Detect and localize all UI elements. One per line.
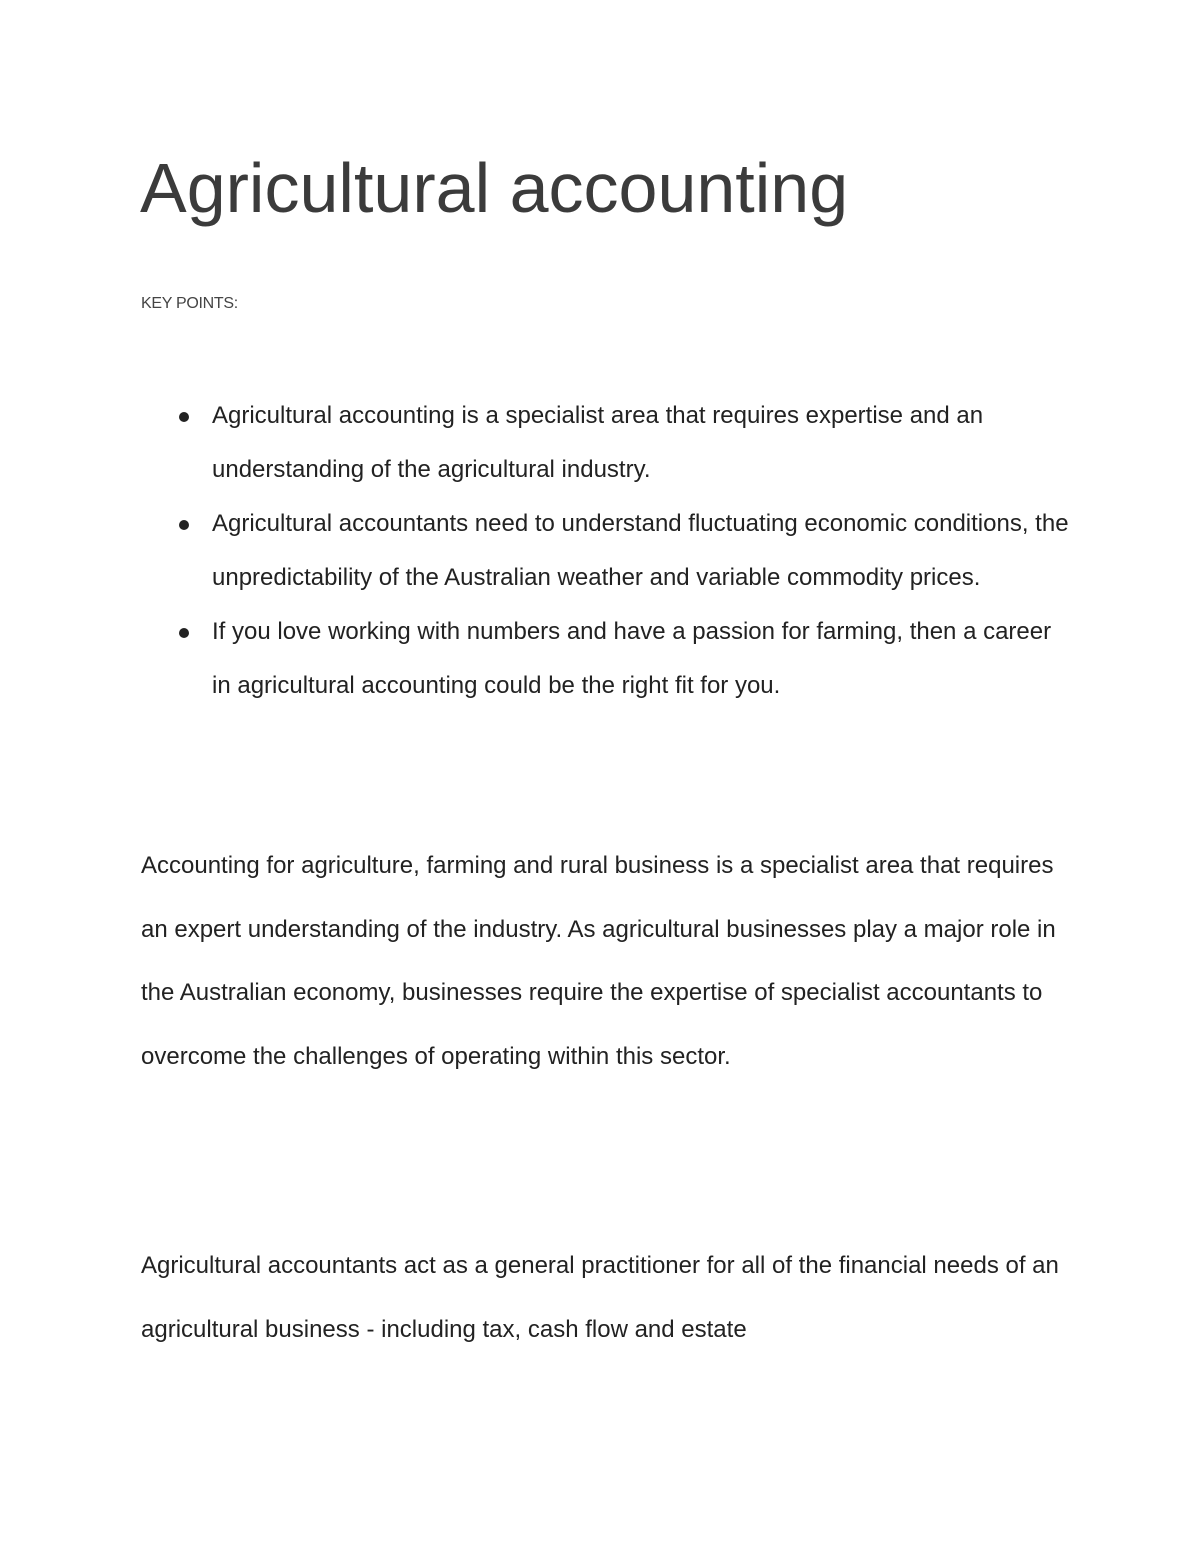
page-title: Agricultural accounting	[140, 149, 849, 227]
body-paragraph: Agricultural accountants act as a general practitioner for all of the financial needs of an agricultural business - including tax, cash flow and estate	[141, 1252, 1059, 1343]
list-item	[170, 389, 1070, 497]
bullet-icon	[179, 520, 189, 530]
bullet-text: If you love working with numbers and have a passion for farming, then a career in agricultural accounting could be the right fit for you.	[212, 618, 1052, 699]
bullet-text: Agricultural accountants need to understand fluctuating economic conditions, the unpredictability of the Australian weather and variable commodity prices.	[212, 510, 1069, 591]
bullet-text: Agricultural accounting is a specialist area that requires expertise and an understanding of the agricultural industry.	[212, 402, 984, 483]
key-points-list	[170, 389, 1070, 713]
list-item	[170, 605, 1070, 713]
key-points-label: KEY POINTS:	[141, 295, 238, 312]
list-item	[170, 497, 1070, 605]
body-paragraph: Accounting for agriculture, farming and rural business is a specialist area that requires an expert understanding of the industry. As agricultural businesses play a major role in the Australian economy, businesses require the expertise of specialist accountants to overcome the challenges of operating within this sector.	[141, 852, 1056, 1070]
bullet-icon	[179, 412, 189, 422]
bullet-icon	[179, 628, 189, 638]
